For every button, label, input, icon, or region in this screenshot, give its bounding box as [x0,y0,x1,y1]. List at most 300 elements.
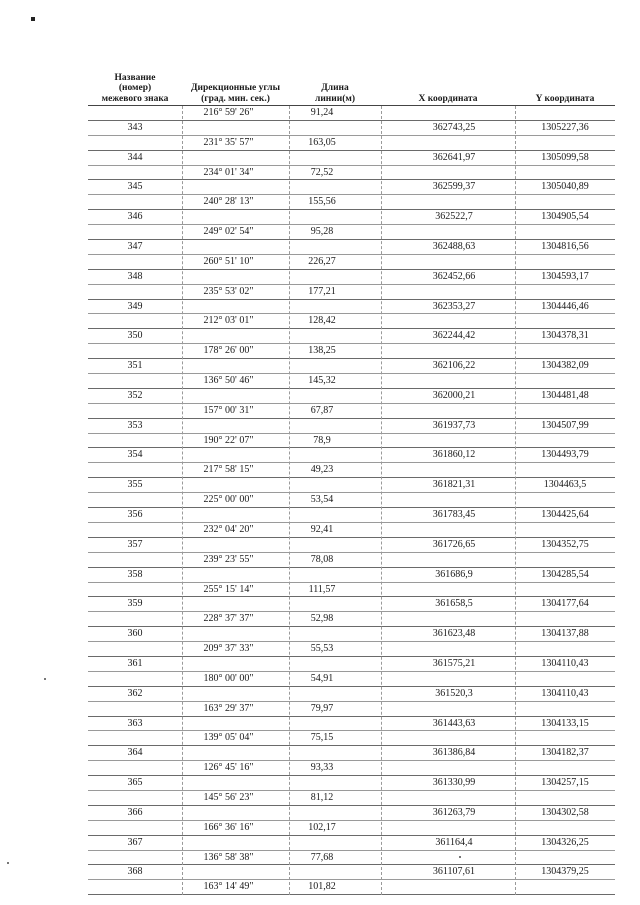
cell-direction-angle: 180° 00' 00" [203,672,254,684]
cell-y-coordinate: 1304110,43 [541,687,589,699]
table-row-segment [88,434,615,449]
cell-y-coordinate [515,583,615,597]
cell-direction-angle [182,657,289,671]
cell-mark-name: 368 [127,866,143,878]
cell-y-coordinate [515,821,615,835]
cell-mark-name [88,702,182,716]
cell-line-length [289,776,381,790]
cell-line-length: 177,21 [308,285,336,297]
cell-y-coordinate: 1304352,75 [541,538,589,550]
table-row-boundary-mark [88,657,615,672]
cell-line-length: 93,33 [310,762,334,774]
table-row-boundary-mark [88,865,615,880]
table-row-boundary-mark [88,270,615,285]
cell-direction-angle: 231° 35' 57" [203,136,254,148]
cell-y-coordinate: 1304382,09 [541,360,589,372]
cell-mark-name [88,374,182,388]
header-y-coordinate [515,64,615,105]
cell-y-coordinate: 1305099,58 [541,151,589,163]
cell-line-length: 163,05 [308,136,336,148]
table-row-segment [88,880,615,895]
table-row-boundary-mark [88,210,615,225]
table-row-segment [88,761,615,776]
cell-mark-name: 367 [127,836,143,848]
cell-direction-angle: 249° 02' 54" [203,226,254,238]
cell-line-length [289,627,381,641]
table-row-segment [88,344,615,359]
cell-direction-angle [182,865,289,879]
cell-x-coordinate: 361520,3 [435,687,473,699]
table-row-boundary-mark [88,508,615,523]
cell-line-length: 52,98 [310,613,334,625]
cell-x-coordinate: 361821,31 [432,479,476,491]
cell-y-coordinate: 1304133,15 [541,717,589,729]
table-row-boundary-mark [88,300,615,315]
cell-y-coordinate: 1304182,37 [541,747,589,759]
cell-x-coordinate [381,404,515,418]
cell-mark-name [88,553,182,567]
cell-line-length [289,806,381,820]
cell-y-coordinate [515,731,615,745]
cell-direction-angle [182,329,289,343]
cell-x-coordinate: 361443,63 [432,717,476,729]
cell-y-coordinate [515,374,615,388]
cell-y-coordinate [515,463,615,477]
cell-y-coordinate: 1304425,64 [541,509,589,521]
cell-mark-name: 355 [127,479,143,491]
cell-direction-angle: 212° 03' 01" [203,315,254,327]
cell-direction-angle [182,270,289,284]
header-angle-line: Дирекционные углы [191,83,280,93]
cell-direction-angle [182,478,289,492]
cell-line-length: 53,54 [310,494,334,506]
cell-mark-name [88,344,182,358]
table-row-boundary-mark [88,717,615,732]
cell-x-coordinate: 362106,22 [432,360,476,372]
cell-y-coordinate: 1305040,89 [541,181,589,193]
cell-y-coordinate [515,493,615,507]
cell-y-coordinate: 1304257,15 [541,777,589,789]
cell-y-coordinate [515,553,615,567]
cell-line-length: 81,12 [310,791,334,803]
table-row-boundary-mark [88,627,615,642]
column-separator [182,106,183,895]
cell-x-coordinate [381,791,515,805]
cell-direction-angle [182,210,289,224]
cell-direction-angle [182,568,289,582]
cell-mark-name [88,404,182,418]
cell-y-coordinate [515,255,615,269]
cell-mark-name [88,285,182,299]
cell-mark-name [88,523,182,537]
cell-mark-name [88,493,182,507]
cell-mark-name: 361 [127,657,143,669]
cell-line-length [289,240,381,254]
cell-direction-angle [182,448,289,462]
cell-line-length: 92,41 [310,523,334,535]
cell-y-coordinate: 1304493,79 [541,449,589,461]
table-row-segment [88,791,615,806]
table-row-boundary-mark [88,389,615,404]
cell-x-coordinate: 362522,7 [435,211,473,223]
cell-line-length [289,657,381,671]
cell-line-length: 55,53 [310,643,334,655]
cell-direction-angle: 190° 22' 07" [203,434,254,446]
cell-mark-name: 344 [127,151,143,163]
cell-x-coordinate [381,761,515,775]
cell-direction-angle: 235° 53' 02" [203,285,254,297]
cell-direction-angle: 234° 01' 34" [203,166,254,178]
cell-line-length [289,508,381,522]
cell-y-coordinate: 1304816,56 [541,241,589,253]
cell-direction-angle [182,687,289,701]
cell-direction-angle [182,717,289,731]
cell-mark-name [88,463,182,477]
cell-direction-angle: 216° 59' 26" [203,107,254,118]
cell-direction-angle: 260° 51' 10" [203,255,254,267]
table-row-boundary-mark [88,359,615,374]
cell-y-coordinate: 1304285,54 [541,568,589,580]
cell-direction-angle [182,389,289,403]
cell-line-length: 138,25 [308,345,336,357]
cell-mark-name [88,195,182,209]
header-x-label: X координата [418,93,478,104]
cell-mark-name: 352 [127,389,143,401]
header-line-length [289,64,381,105]
cell-line-length [289,180,381,194]
cell-y-coordinate [515,851,615,865]
cell-line-length [289,568,381,582]
cell-direction-angle: 225° 00' 00" [203,494,254,506]
cell-direction-angle [182,806,289,820]
cell-mark-name [88,851,182,865]
table-row-segment [88,493,615,508]
column-separator [289,106,290,895]
table-row-boundary-mark [88,121,615,136]
cell-x-coordinate [381,493,515,507]
cell-x-coordinate [381,285,515,299]
cell-x-coordinate [381,642,515,656]
cell-x-coordinate: 361658,5 [435,598,473,610]
cell-mark-name: 364 [127,747,143,759]
cell-x-coordinate: 361726,65 [432,538,476,550]
table-row-segment [88,702,615,717]
header-length-line: линии(м) [314,93,356,104]
cell-y-coordinate: 1304507,99 [541,419,589,431]
cell-line-length [289,270,381,284]
cell-direction-angle: 126° 45' 16" [203,762,254,774]
cell-line-length: 111,57 [308,583,336,595]
cell-x-coordinate [381,225,515,239]
cell-line-length [289,210,381,224]
cell-y-coordinate: 1304481,48 [541,389,589,401]
cell-line-length: 77,68 [310,851,334,863]
column-separator [515,106,516,895]
cell-direction-angle: 163° 29' 37" [203,702,254,714]
table-row-segment [88,404,615,419]
table-row-segment [88,106,615,121]
table-row-boundary-mark [88,836,615,851]
table-row-segment [88,553,615,568]
cell-x-coordinate [381,166,515,180]
cell-x-coordinate [381,880,515,894]
cell-line-length: 72,52 [310,166,334,178]
cell-line-length [289,329,381,343]
cell-direction-angle [182,240,289,254]
cell-mark-name: 347 [127,241,143,253]
cell-direction-angle [182,359,289,373]
cell-direction-angle [182,151,289,165]
column-separator [381,106,382,895]
table-row-boundary-mark [88,597,615,612]
cell-line-length: 75,15 [310,732,334,744]
cell-line-length: 91,24 [310,107,334,118]
cell-mark-name: 357 [127,538,143,550]
cell-x-coordinate [381,195,515,209]
header-x-coordinate [381,64,515,105]
cell-line-length [289,300,381,314]
cell-y-coordinate: 1304379,25 [541,866,589,878]
cell-x-coordinate: 362743,25 [432,121,476,133]
cell-x-coordinate [381,583,515,597]
cell-line-length: 49,23 [310,464,334,476]
cell-direction-angle [182,538,289,552]
cell-y-coordinate: 1304302,58 [541,806,589,818]
cell-direction-angle: 217° 58' 15" [203,464,254,476]
cell-mark-name: 365 [127,777,143,789]
cell-x-coordinate [381,523,515,537]
cell-direction-angle [182,627,289,641]
cell-x-coordinate [381,344,515,358]
cell-x-coordinate [381,821,515,835]
cell-line-length: 102,17 [308,821,336,833]
cell-line-length: 128,42 [308,315,336,327]
cell-direction-angle: 163° 14' 49" [203,881,254,893]
cell-x-coordinate [381,612,515,626]
cell-mark-name [88,136,182,150]
cell-x-coordinate [381,731,515,745]
cell-mark-name: 362 [127,687,143,699]
table-row-segment [88,612,615,627]
cell-x-coordinate: 361937,73 [432,419,476,431]
cell-line-length [289,389,381,403]
cell-mark-name [88,880,182,894]
cell-line-length: 78,08 [310,553,334,565]
cell-mark-name: 354 [127,449,143,461]
cell-x-coordinate [381,106,515,120]
table-row-segment [88,136,615,151]
cell-y-coordinate [515,106,615,120]
table-row-boundary-mark [88,478,615,493]
cell-mark-name [88,791,182,805]
cell-mark-name: 366 [127,806,143,818]
cell-x-coordinate: 362641,97 [432,151,476,163]
cell-mark-name: 360 [127,628,143,640]
cell-y-coordinate [515,523,615,537]
cell-x-coordinate [381,672,515,686]
cell-y-coordinate: 1304326,25 [541,836,589,848]
cell-x-coordinate [381,851,515,865]
table-row-segment [88,642,615,657]
cell-direction-angle: 239° 23' 55" [203,553,254,565]
cell-x-coordinate: 361164,4 [435,836,473,848]
cell-line-length [289,865,381,879]
table-row-boundary-mark [88,419,615,434]
cell-mark-name [88,225,182,239]
cell-x-coordinate: 361575,21 [432,657,476,669]
cell-y-coordinate [515,195,615,209]
cell-x-coordinate [381,434,515,448]
scan-speck [459,856,461,858]
cell-y-coordinate: 1304378,31 [541,330,589,342]
cell-x-coordinate [381,463,515,477]
cell-x-coordinate: 362000,21 [432,389,476,401]
cell-y-coordinate [515,166,615,180]
table-row-segment [88,374,615,389]
cell-mark-name [88,731,182,745]
cell-y-coordinate: 1304110,43 [541,657,589,669]
scan-speck [44,678,46,680]
cell-direction-angle: 166° 36' 16" [203,821,254,833]
cell-line-length: 226,27 [308,255,336,267]
cell-x-coordinate: 362452,66 [432,270,476,282]
cell-mark-name: 345 [127,181,143,193]
cell-line-length: 79,97 [310,702,334,714]
cell-direction-angle [182,419,289,433]
cell-x-coordinate: 361386,84 [432,747,476,759]
cell-x-coordinate: 362244,42 [432,330,476,342]
cell-line-length: 155,56 [308,196,336,208]
table-row-segment [88,285,615,300]
table-header [88,64,615,106]
cell-mark-name [88,434,182,448]
table-row-segment [88,255,615,270]
cell-mark-name: 343 [127,121,143,133]
cell-direction-angle: 157° 00' 31" [203,404,254,416]
cell-direction-angle: 136° 50' 46" [203,375,254,387]
cell-x-coordinate: 361263,79 [432,806,476,818]
cell-line-length [289,419,381,433]
cell-line-length [289,717,381,731]
cell-y-coordinate [515,642,615,656]
cell-x-coordinate: 361330,99 [432,777,476,789]
cell-direction-angle [182,300,289,314]
cell-x-coordinate [381,136,515,150]
cell-y-coordinate [515,880,615,894]
table-row-boundary-mark [88,538,615,553]
cell-y-coordinate [515,434,615,448]
table-row-segment [88,523,615,538]
cell-mark-name [88,612,182,626]
cell-x-coordinate: 361107,61 [432,866,476,878]
table-row-boundary-mark [88,746,615,761]
cell-line-length [289,687,381,701]
cell-mark-name: 359 [127,598,143,610]
cell-direction-angle [182,508,289,522]
table-row-segment [88,672,615,687]
cell-y-coordinate: 1304177,64 [541,598,589,610]
header-length-line: Длина [321,83,349,93]
cell-direction-angle: 136° 58' 38" [203,851,254,863]
cell-line-length: 78,9 [313,434,331,446]
table-row-boundary-mark [88,687,615,702]
cell-y-coordinate [515,761,615,775]
cell-line-length [289,121,381,135]
cell-direction-angle: 178° 26' 00" [203,345,254,357]
cell-y-coordinate [515,702,615,716]
cell-mark-name [88,106,182,120]
table-row-boundary-mark [88,240,615,255]
cell-line-length: 145,32 [308,375,336,387]
cell-line-length [289,836,381,850]
cell-mark-name [88,314,182,328]
table-row-boundary-mark [88,329,615,344]
header-mark-name [88,64,182,105]
cell-y-coordinate: 1304593,17 [541,270,589,282]
table-row-segment [88,166,615,181]
cell-mark-name: 348 [127,270,143,282]
cell-line-length: 101,82 [308,881,336,893]
cell-direction-angle [182,597,289,611]
cell-direction-angle: 139° 05' 04" [203,732,254,744]
cell-mark-name: 350 [127,330,143,342]
cell-line-length [289,538,381,552]
cell-mark-name [88,255,182,269]
cell-x-coordinate [381,255,515,269]
table-row-segment [88,851,615,866]
cell-line-length [289,151,381,165]
cell-x-coordinate: 361860,12 [432,449,476,461]
table-row-segment [88,314,615,329]
cell-x-coordinate: 362599,37 [432,181,476,193]
cell-mark-name: 363 [127,717,143,729]
cell-mark-name: 351 [127,360,143,372]
cell-y-coordinate: 1304137,88 [541,628,589,640]
header-mark-name-line: межевого знака [101,93,169,104]
cell-direction-angle: 209° 37' 33" [203,643,254,655]
table-row-boundary-mark [88,448,615,463]
cell-x-coordinate [381,374,515,388]
cell-mark-name: 346 [127,211,143,223]
cell-direction-angle [182,836,289,850]
cell-x-coordinate [381,702,515,716]
cell-x-coordinate [381,314,515,328]
cell-y-coordinate: 1305227,36 [541,121,589,133]
cell-x-coordinate: 361686,9 [435,568,473,580]
cell-line-length [289,448,381,462]
cell-line-length: 67,87 [310,404,334,416]
header-direction-angle [182,64,289,105]
scan-corner-mark [31,17,35,21]
cell-line-length [289,746,381,760]
cell-x-coordinate [381,553,515,567]
cell-y-coordinate [515,344,615,358]
cell-direction-angle [182,776,289,790]
cell-mark-name: 358 [127,568,143,580]
table-row-segment [88,731,615,746]
header-y-label: Y координата [535,93,595,104]
cell-mark-name: 353 [127,419,143,431]
cell-y-coordinate [515,672,615,686]
cell-direction-angle: 240° 28' 13" [203,196,254,208]
table-row-boundary-mark [88,776,615,791]
cell-mark-name [88,583,182,597]
cell-x-coordinate: 361623,48 [432,628,476,640]
table-row-segment [88,583,615,598]
cell-mark-name [88,672,182,686]
cell-mark-name [88,642,182,656]
cell-y-coordinate [515,136,615,150]
